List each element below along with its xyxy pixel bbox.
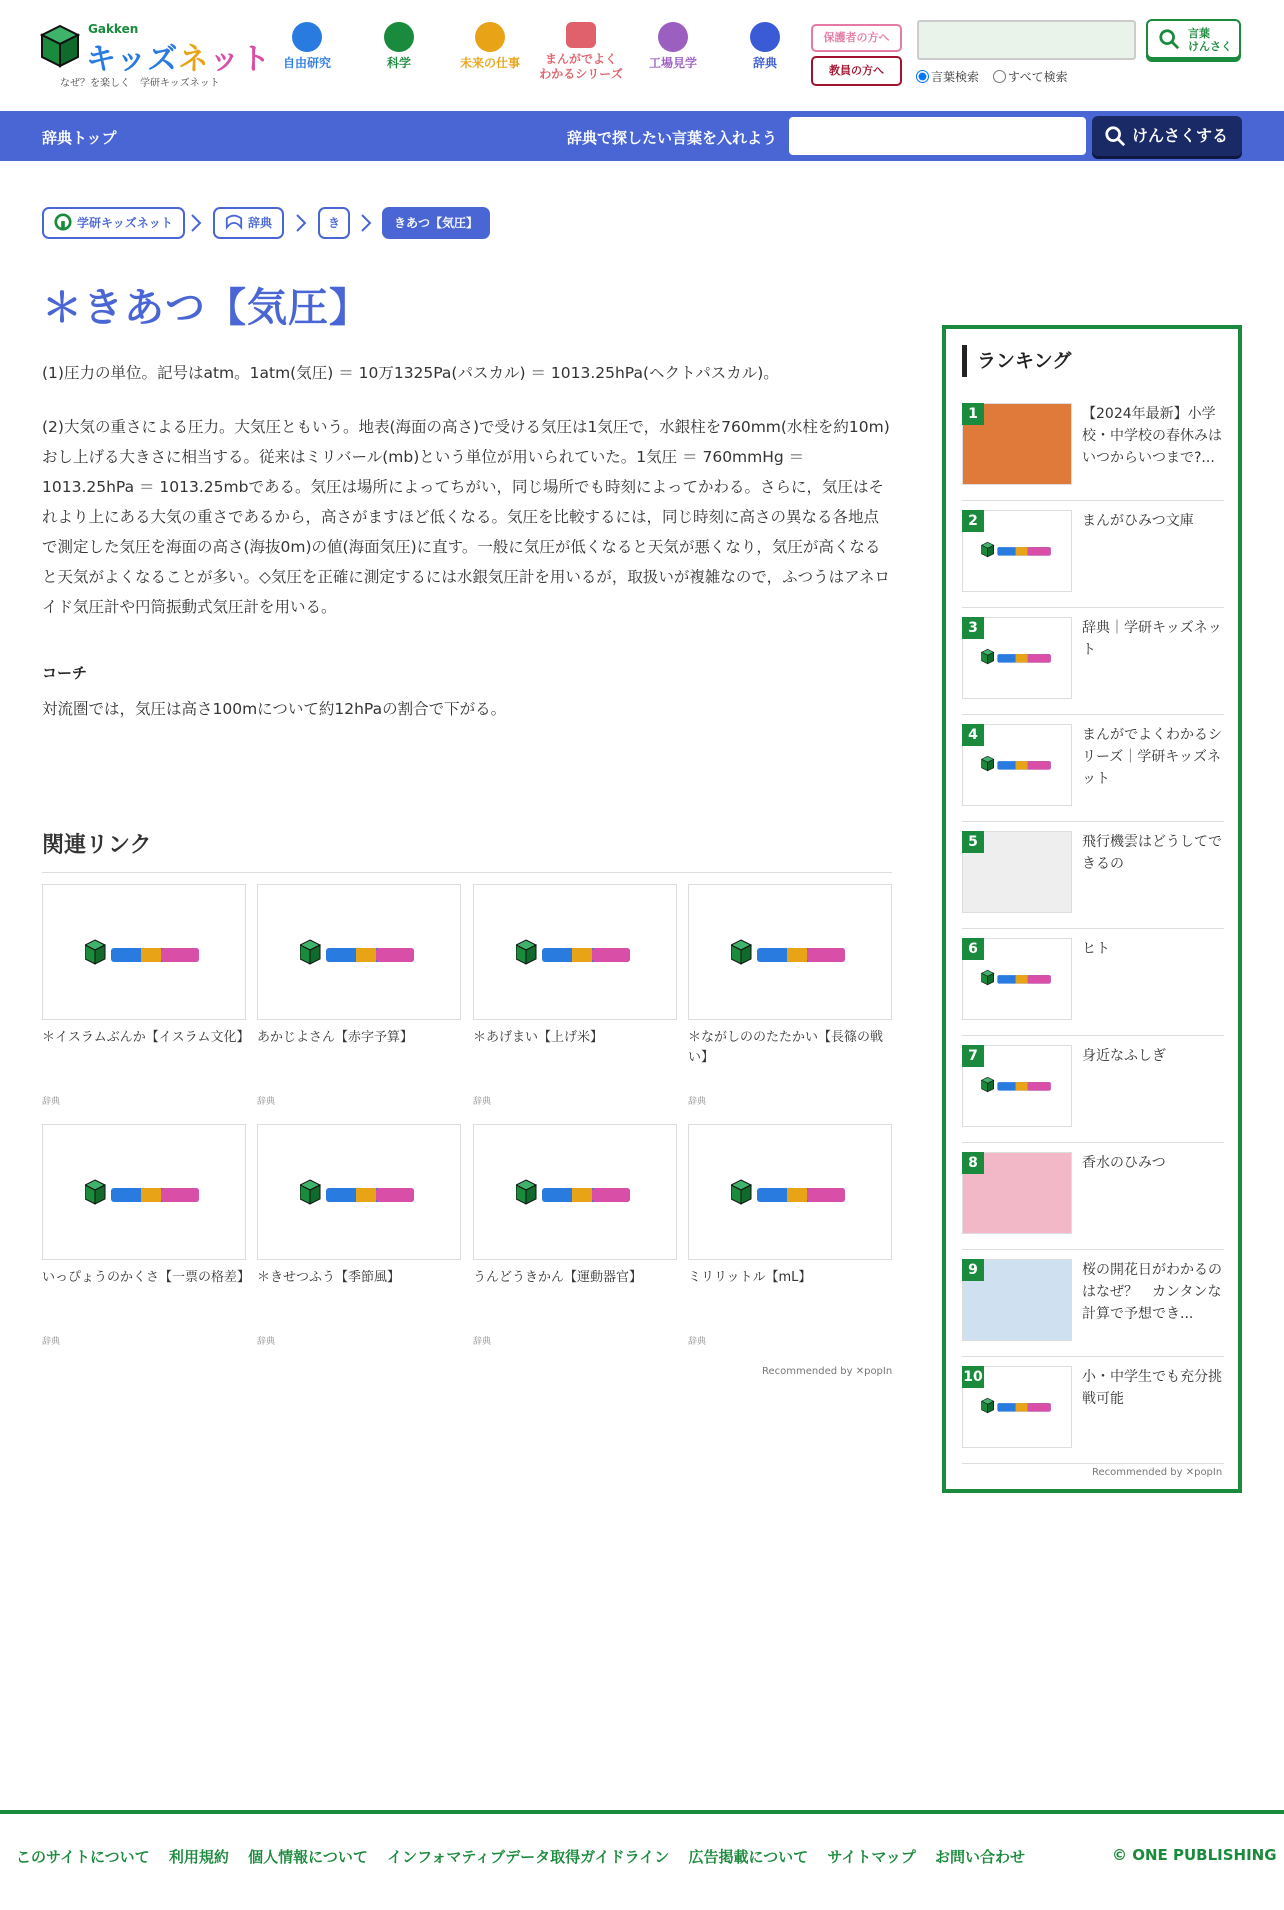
logo-tagline: なぜ？を楽しく 学研キッズネット	[60, 78, 220, 89]
related-card-title: ＊ながしののたたかい【長篠の戦い】	[688, 1030, 884, 1065]
related-card[interactable]	[42, 884, 250, 1107]
dictionary-search-input[interactable]	[789, 117, 1086, 155]
related-card-category: 辞典	[257, 1097, 276, 1107]
footer-link-contact[interactable]: お問い合わせ	[935, 1848, 1026, 1866]
related-card[interactable]	[257, 1124, 461, 1347]
ranking-title-text: ヒト	[1082, 941, 1110, 957]
related-links-title: 関連リンク	[42, 833, 152, 858]
footer-links	[16, 1846, 1039, 1867]
page-title: ＊きあつ【気圧】	[42, 285, 370, 331]
related-card[interactable]	[257, 884, 461, 1107]
footer-link-sitemap[interactable]: サイトマップ	[827, 1848, 916, 1866]
related-card[interactable]	[473, 884, 677, 1107]
article	[42, 280, 892, 724]
kidsnet-placeholder-logo	[300, 1178, 420, 1206]
related-card-title: ＊イスラムぶんか【イスラム文化】	[42, 1030, 250, 1045]
home-icon	[54, 213, 72, 231]
ranking-title-text: まんがひみつ文庫	[1082, 513, 1194, 529]
related-card[interactable]	[688, 884, 892, 1107]
related-card[interactable]	[42, 1124, 251, 1347]
breadcrumb-ki[interactable]: き	[318, 207, 350, 239]
radio-words[interactable]: 言葉検索	[916, 70, 979, 84]
ranking-title-text: 小・中学生でも充分挑戦可能	[1082, 1369, 1222, 1407]
manga-icon	[566, 22, 596, 48]
related-card-thumbnail	[473, 884, 677, 1020]
search-icon	[1158, 28, 1180, 50]
search-button-line1: 言葉	[1188, 27, 1210, 40]
search-mode-radios	[916, 68, 1078, 85]
chevron-right-icon	[190, 213, 202, 233]
site-search-input[interactable]	[917, 20, 1136, 60]
nav-label: 未来の仕事	[459, 56, 520, 70]
ranking-item[interactable]	[962, 716, 1224, 822]
breadcrumb-jiten[interactable]: 辞典	[213, 207, 284, 239]
related-card-title: いっぴょうのかくさ【一票の格差】	[42, 1270, 251, 1285]
kidsnet-placeholder-logo	[85, 938, 205, 966]
related-card-category: 辞典	[257, 1337, 276, 1347]
related-card[interactable]	[688, 1124, 892, 1347]
search-button-line2: けんさく	[1188, 40, 1232, 53]
related-card-thumbnail	[257, 884, 461, 1020]
site-search-button[interactable]	[1146, 19, 1241, 59]
footer-divider	[0, 1810, 1284, 1814]
dictionary-search-bar	[0, 111, 1284, 161]
shigoto-icon	[475, 22, 505, 52]
definition-1: (1)圧力の単位。記号はatm。1atm(気圧) ＝ 10万1325Pa(パスカル) ＝ 1013.25hPa(ヘクトパスカル)。	[42, 364, 779, 382]
coach-label: コーチ	[42, 664, 88, 682]
dictionary-search-button-label: けんさくする	[1132, 126, 1229, 145]
related-card-thumbnail	[688, 884, 892, 1020]
ranking-title-text: 飛行機雲はどうしてできるの	[1082, 834, 1222, 872]
chevron-right-icon	[295, 213, 307, 233]
ranking-item[interactable]	[962, 1251, 1224, 1357]
ranking-number: 8	[962, 1152, 984, 1174]
related-card-thumbnail	[473, 1124, 677, 1260]
footer-link-about[interactable]: このサイトについて	[16, 1848, 150, 1866]
ranking-item[interactable]	[962, 1037, 1224, 1143]
ranking-sidebar	[942, 325, 1242, 1493]
kidsnet-placeholder-logo	[731, 1178, 851, 1206]
related-card-thumbnail	[257, 1124, 461, 1260]
ranking-title-text: 桜の開花日がわかるのはなぜ？ カンタンな計算で予想でき...	[1082, 1262, 1222, 1322]
chevron-right-icon	[360, 213, 372, 233]
related-card[interactable]	[473, 1124, 677, 1347]
nav-jiyu-kenkyu[interactable]	[262, 22, 352, 71]
ranking-title: ランキング	[962, 345, 1071, 377]
ranking-number: 9	[962, 1259, 984, 1281]
related-card-thumbnail	[42, 1124, 246, 1260]
ranking-number: 1	[962, 403, 984, 425]
breadcrumb-home[interactable]: 学研キッズネット	[42, 207, 185, 239]
related-card-title: ＊あげまい【上げ米】	[473, 1030, 604, 1045]
nav-kagaku[interactable]	[354, 22, 444, 71]
ranking-item[interactable]	[962, 1358, 1224, 1464]
jiyu-kenkyu-icon	[292, 22, 322, 52]
related-card-category: 辞典	[42, 1097, 61, 1107]
ranking-number: 10	[962, 1366, 984, 1388]
divider	[42, 872, 892, 873]
ranking-item[interactable]	[962, 823, 1224, 929]
logo-brand: Gakken	[88, 22, 139, 36]
nav-kojo-kengaku[interactable]	[628, 22, 718, 71]
nav-label: 自由研究	[282, 56, 331, 70]
related-card-title: ミリリットル【mL】	[688, 1270, 812, 1285]
nav-jiten[interactable]	[720, 22, 810, 71]
kidsnet-placeholder-logo	[981, 1076, 1055, 1093]
related-card-category: 辞典	[473, 1337, 492, 1347]
kidsnet-placeholder-logo	[731, 938, 851, 966]
nav-label: まんがでよく わかるシリーズ	[539, 52, 623, 81]
related-card-category: 辞典	[42, 1337, 61, 1347]
related-card-category: 辞典	[688, 1097, 707, 1107]
radio-words-input[interactable]	[916, 70, 929, 83]
kidsnet-placeholder-logo	[981, 969, 1055, 986]
jiten-icon	[750, 22, 780, 52]
kidsnet-placeholder-logo	[516, 938, 636, 966]
footer-link-privacy[interactable]: 個人情報について	[248, 1848, 368, 1866]
related-card-thumbnail	[42, 884, 246, 1020]
kojo-icon	[658, 22, 688, 52]
dictionary-search-button[interactable]	[1092, 116, 1242, 156]
ranking-title-text: 香水のひみつ	[1082, 1155, 1166, 1171]
dictionary-search-prompt: 辞典で探したい言葉を入れよう	[567, 129, 778, 147]
ranking-title-text: 【2024年最新】小学校・中学校の春休みはいつからいつまで?...	[1082, 406, 1222, 466]
site-logo[interactable]	[40, 20, 272, 90]
ranking-item[interactable]	[962, 1144, 1224, 1250]
related-card-title: うんどうきかん【運動器官】	[473, 1270, 643, 1285]
ranking-item[interactable]	[962, 609, 1224, 715]
radio-all[interactable]: すべて検索	[993, 70, 1068, 84]
nav-label: 辞典	[752, 56, 777, 70]
ranking-title-text: 辞典｜学研キッズネット	[1082, 620, 1222, 658]
related-card-category: 辞典	[688, 1337, 707, 1347]
logo-wordmark: キッズネット	[86, 42, 272, 77]
ranking-item[interactable]	[962, 395, 1224, 501]
book-icon	[225, 213, 243, 231]
ranking-number: 5	[962, 831, 984, 853]
ranking-number: 2	[962, 510, 984, 532]
footer-link-terms[interactable]: 利用規約	[168, 1848, 229, 1866]
breadcrumb-current: きあつ【気圧】	[382, 207, 490, 239]
dictionary-top-link[interactable]: 辞典トップ	[42, 129, 117, 147]
ranking-item[interactable]	[962, 930, 1224, 1036]
kidsnet-placeholder-logo	[981, 648, 1055, 665]
ranking-title-text: 身近なふしぎ	[1082, 1048, 1166, 1064]
related-card-thumbnail	[688, 1124, 892, 1260]
recommended-by[interactable]: Recommended by ✕popIn	[762, 1366, 893, 1377]
ranking-title-text: まんがでよくわかるシリーズ｜学研キッズネット	[1082, 727, 1222, 787]
related-card-category: 辞典	[473, 1097, 492, 1107]
recommended-by[interactable]: Recommended by ✕popIn	[1092, 1467, 1223, 1478]
coach-text: 対流圏では，気圧は高さ100mについて約12hPaの割合で下がる。	[42, 700, 507, 718]
nav-manga-series[interactable]	[536, 22, 626, 82]
kidsnet-placeholder-logo	[981, 541, 1055, 558]
nav-label: 科学	[386, 56, 411, 70]
definition-2: (2)大気の重さによる圧力。大気圧ともいう。地表(海面の高さ)で受ける気圧は1気圧で，水銀柱を760mm(水柱を約10m)おし上げる大きさに相当する。従来はミリバール(mb)という単位が用いられていた。1気圧 ＝ 760mmHg ＝ 1013.25hPa ＝ 1013.25mbである。気圧は場所によってちがい，同じ場所でも時刻によってかわる。さらに，気圧はそれより上にある大気の重さであるから，高さがますほど低くなる。気圧を比較するには，同じ時刻に高さの異なる各地点で測定した気圧を海面の高さ(海抜0m)の値(海面気圧)に直す。一般に気圧が低くなると天気が悪くなり，気圧が高くなると天気がよくなることが多い。◇気圧を正確に測定するには水銀気圧計を用いるが，取扱いが複雑なので，ふつうはアネロイド気圧計や円筒振動式気圧計を用いる。	[42, 418, 890, 616]
ranking-number: 6	[962, 938, 984, 960]
footer-link-ads[interactable]: 広告掲載について	[688, 1848, 809, 1866]
kidsnet-placeholder-logo	[516, 1178, 636, 1206]
related-card-title: あかじよさん【赤字予算】	[257, 1030, 414, 1045]
parents-button[interactable]: 保護者の方へ	[811, 24, 902, 52]
related-card-title: ＊きせつふう【季節風】	[257, 1270, 401, 1285]
site-header	[0, 0, 1284, 110]
ranking-number: 7	[962, 1045, 984, 1067]
copyright: © ONE PUBLISHING	[1112, 1846, 1277, 1864]
ranking-item[interactable]	[962, 502, 1224, 608]
ranking-number: 3	[962, 617, 984, 639]
search-icon	[1104, 125, 1126, 147]
kidsnet-placeholder-logo	[300, 938, 420, 966]
footer-link-data-guideline[interactable]: インフォマティブデータ取得ガイドライン	[387, 1848, 670, 1866]
kidsnet-placeholder-logo	[85, 1178, 205, 1206]
kagaku-icon	[384, 22, 414, 52]
nav-label: 工場見学	[648, 56, 697, 70]
teachers-button[interactable]: 教員の方へ	[811, 56, 902, 86]
kidsnet-placeholder-logo	[981, 755, 1055, 772]
ranking-number: 4	[962, 724, 984, 746]
logo-cube-icon	[40, 24, 80, 68]
radio-all-input[interactable]	[993, 70, 1006, 83]
kidsnet-placeholder-logo	[981, 1397, 1055, 1414]
nav-mirai-shigoto[interactable]	[445, 22, 535, 71]
